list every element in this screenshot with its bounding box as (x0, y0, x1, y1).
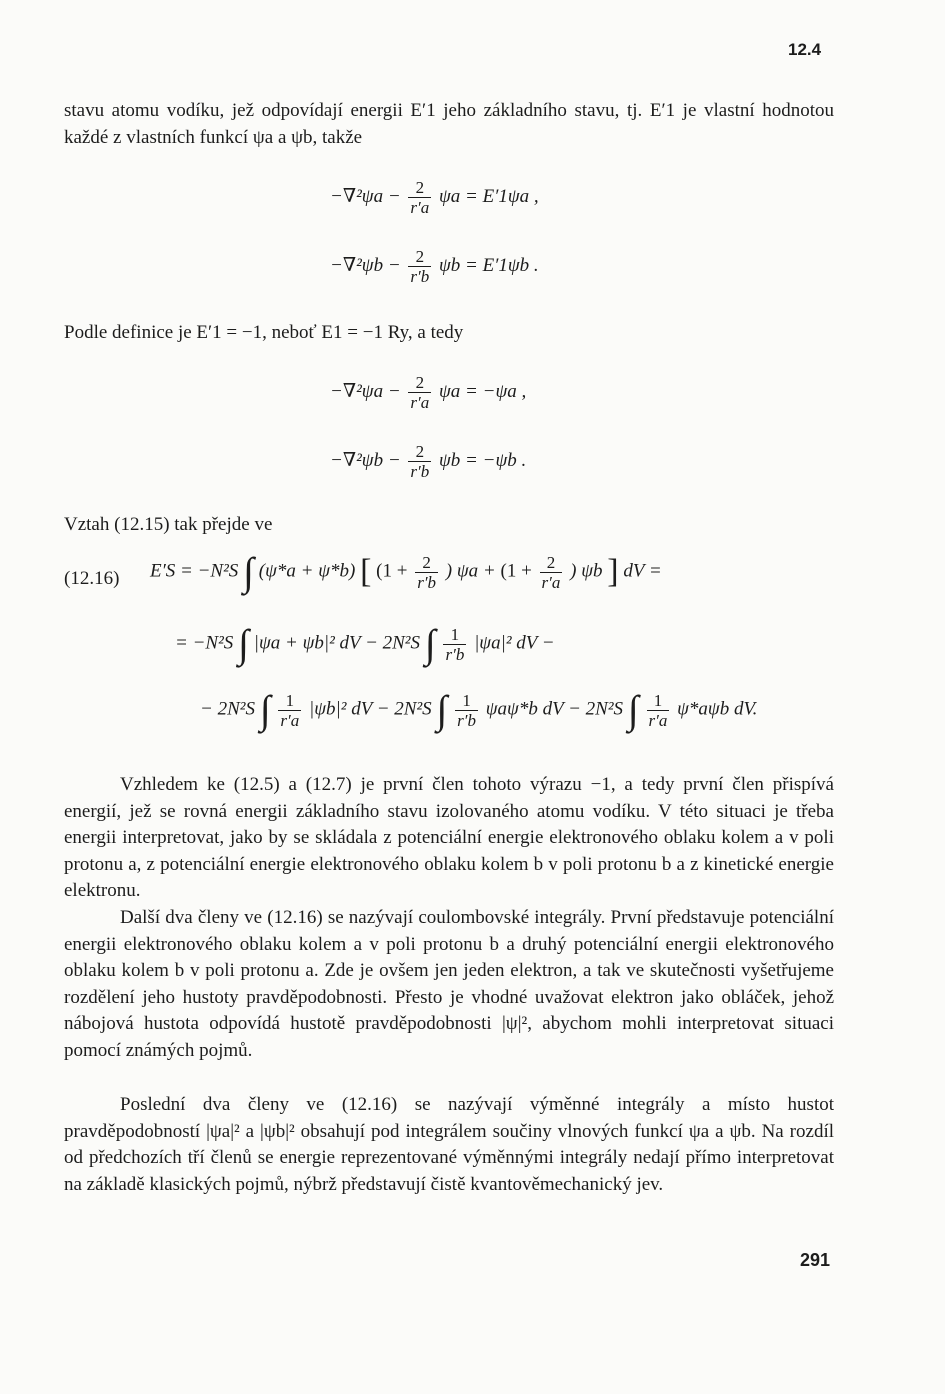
equation-12-16-line-3 (200, 687, 758, 732)
frac-num: 1 (278, 691, 301, 711)
integral-icon: ∫ (259, 687, 271, 732)
paragraph-coulomb: Další dva členy ve (12.16) se nazývají coulombovské integrály. První představuje potenciální energii elektronového oblaku kolem a v poli protonu b a druhý potenciální energii elektronového oblaku kolem b v poli protonu a. Zde je ovšem jen jeden elektron, a tak ve skutečnosti vyšetřujeme rozdělení jeho hustoty pravděpodobnosti. Přesto je vhodné uvažovat elektron jako obláček, jehož nábojová hustota odpovídá hustotě pravděpodobnosti |ψ|², abychom mohli interpretovat situaci pomocí známých pojmů. (64, 907, 834, 1061)
frac-num: 2 (408, 247, 431, 267)
fraction (540, 553, 563, 592)
integral-icon: ∫ (436, 687, 448, 732)
eq-part: = −N²S (175, 632, 234, 654)
frac-num: 1 (443, 625, 466, 645)
eq-left: −∇²ψa − (330, 380, 401, 402)
frac-num: 2 (408, 373, 431, 393)
frac-den: r′b (410, 267, 430, 286)
frac-den: r′b (410, 462, 430, 481)
eq-part: − 2N²S (200, 698, 255, 720)
frac-den: r′b (457, 710, 476, 730)
fraction (443, 625, 466, 664)
eq-part: ψaψ*b dV − 2N²S (485, 698, 624, 720)
eq-right: ψa = −ψa , (439, 380, 527, 402)
frac-num: 1 (647, 691, 670, 711)
paragraph-exchange: Poslední dva členy ve (12.16) se nazývají výměnné integrály a místo hustot pravděpodobností |ψa|² a |ψb|² obsahují pod integrálem součiny vlnových funkcí ψa a ψb. Na rozdíl od předchozích tří členů se energie reprezentované výměnnými integrály nedají přímo interpretovat na základě klasických pojmů, nýbrž představují čistě kvantověmechanický jev. (64, 1094, 834, 1195)
equation-psi-b-1 (330, 247, 539, 286)
paragraph-transition: Vztah (12.15) tak přejde ve (64, 514, 273, 535)
frac-den: r′a (410, 198, 430, 217)
integral-icon: ∫ (238, 621, 249, 666)
frac-num: 1 (455, 691, 478, 711)
equation-label: (12.16) (64, 568, 120, 589)
frac-num: 2 (415, 553, 438, 573)
fraction (278, 691, 301, 730)
eq-part: ψ*aψb dV. (677, 698, 758, 720)
paragraph-definition: Podle definice je E′1 = −1, neboť E1 = −1 Ry, a tedy (64, 322, 464, 343)
eq-left: −∇²ψa − (330, 185, 401, 207)
frac-den: r′b (445, 644, 465, 664)
section-number: 12.4 (788, 40, 822, 59)
fraction (408, 247, 431, 286)
integral-icon: ∫ (424, 621, 436, 666)
eq-part: ) ψb (570, 560, 603, 582)
frac-den: r′b (417, 572, 437, 592)
frac-den: r′a (280, 710, 300, 730)
frac-num: 2 (540, 553, 563, 573)
eq-part: |ψb|² dV − 2N²S (309, 698, 432, 720)
page-number: 291 (800, 1250, 831, 1270)
fraction (415, 553, 438, 592)
equation-psi-b-2 (330, 442, 526, 481)
fraction (647, 691, 670, 730)
frac-num: 2 (408, 178, 431, 198)
equation-psi-a-2 (330, 373, 526, 412)
equation-psi-a-1 (330, 178, 539, 217)
fraction (408, 442, 431, 481)
eq-right: ψb = −ψb . (439, 449, 527, 471)
frac-den: r′a (410, 393, 430, 412)
eq-right: ψa = E′1ψa , (439, 185, 539, 207)
frac-num: 2 (408, 442, 431, 462)
fraction (408, 373, 431, 412)
eq-part: |ψa + ψb|² dV − 2N²S (253, 632, 421, 654)
bracket-icon: ] (607, 553, 619, 590)
eq-right: ψb = E′1ψb . (439, 254, 539, 276)
eq-part: dV = (623, 560, 662, 582)
equation-12-16-line-2 (175, 621, 555, 666)
eq-part: (1 + (376, 560, 408, 582)
eq-part: (ψ*a + ψ*b) (258, 560, 356, 582)
eq-part: ) ψa + (445, 560, 496, 582)
eq-part: E′S = −N²S (150, 560, 239, 582)
eq-left: −∇²ψb − (330, 449, 401, 471)
paragraph-intro: stavu atomu vodíku, jež odpovídají energii E′1 jeho základního stavu, tj. E′1 je vlastní hodnotou každé z vlastních funkcí ψa a ψb, takže (64, 100, 834, 148)
fraction (408, 178, 431, 217)
fraction (455, 691, 478, 730)
integral-icon: ∫ (627, 687, 639, 732)
equation-12-16-line-1 (150, 549, 662, 594)
eq-part: |ψa|² dV − (474, 632, 555, 654)
paragraph-first-term: Vzhledem ke (12.5) a (12.7) je první člen tohoto výrazu −1, a tedy první člen přispívá energií, jež se rovná energii základního stavu izolovaného atomu vodíku. V této situaci je třeba energii interpretovat, jako by se skládala z potenciální energie elektronového oblaku kolem a v poli protonu a, z potenciální energie elektronového oblaku kolem b v poli protonu b a z kinetické energie elektronu. (64, 774, 834, 901)
eq-left: −∇²ψb − (330, 254, 401, 276)
bracket-icon: [ (360, 553, 372, 590)
eq-part: (1 + (500, 560, 532, 582)
frac-den: r′a (648, 710, 668, 730)
integral-icon: ∫ (243, 549, 254, 594)
frac-den: r′a (541, 572, 561, 592)
